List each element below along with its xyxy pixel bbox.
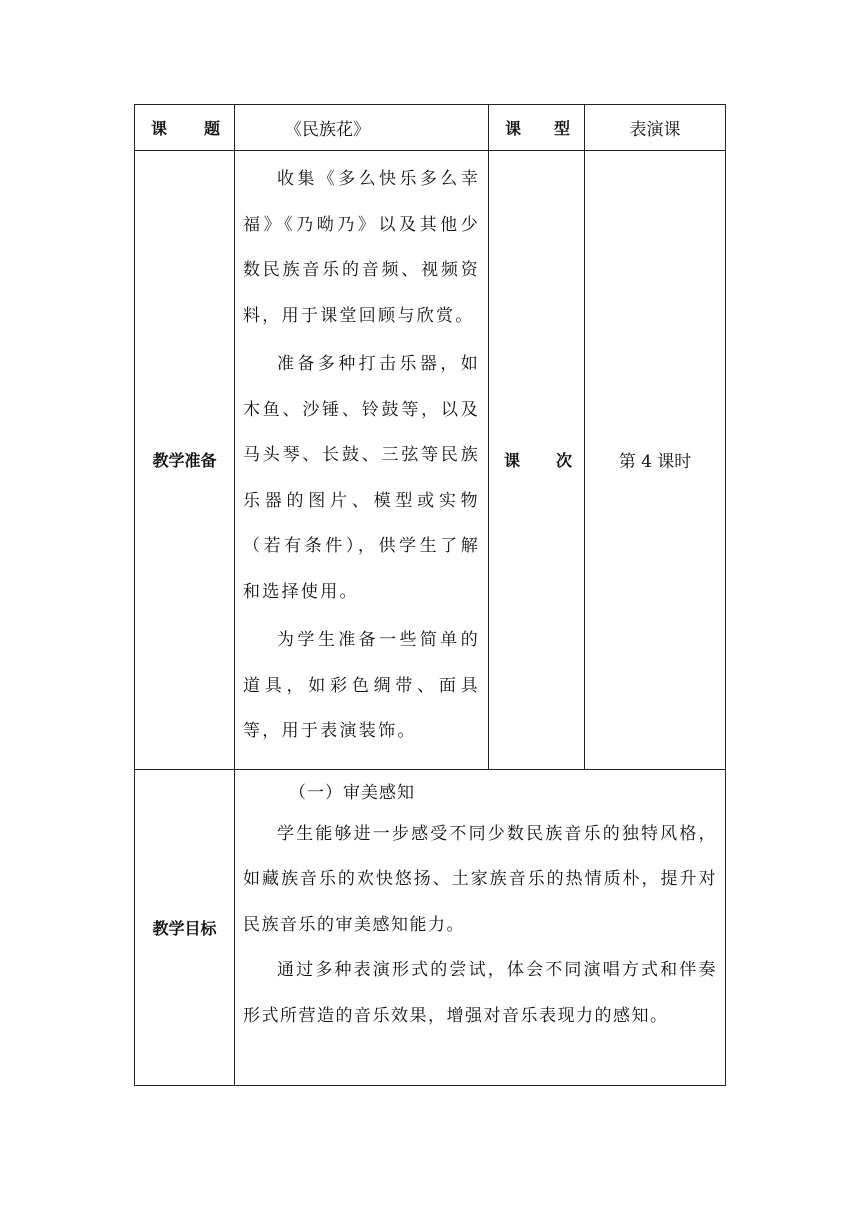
objectives-row [135,769,726,1085]
objectives-paragraph: 通过多种表演形式的尝试，体会不同演唱方式和伴奏形式所营造的音乐效果，增强对音乐表现力的感知。 [243,960,717,1026]
objectives-content-cell [235,769,726,1085]
session-number: 第 4 课时 [618,452,692,473]
objectives-label: 教学目标 [152,918,217,938]
topic-label-cell [135,105,235,151]
type-label-cell [489,105,585,151]
objectives-subheading: （一）审美感知 [289,782,415,803]
preparation-paragraph: 为学生准备一些简单的道具，如彩色绸带、面具等，用于表演装饰。 [243,630,480,741]
preparation-label-cell [135,151,235,770]
objectives-label-cell [135,769,235,1085]
lesson-type: 表演课 [629,120,681,140]
lesson-topic: 《民族花》 [285,120,370,140]
topic-label-char-1: 课 [151,119,168,138]
session-label-char-1: 课 [504,451,521,471]
objectives-paragraph: 学生能够进一步感受不同少数民族音乐的独特风格，如藏族音乐的欢快悠扬、土家族音乐的热情质朴，提升对民族音乐的审美感知能力。 [243,823,717,935]
preparation-content-cell [235,151,489,770]
topic-label-char-2: 题 [203,119,220,138]
type-label-char-1: 课 [505,119,522,138]
header-row [135,105,726,151]
type-value-cell [585,105,726,151]
session-value-cell [585,151,726,770]
type-label-char-2: 型 [553,119,570,138]
session-label-char-2: 次 [555,451,572,471]
session-label-cell [489,151,585,770]
preparation-paragraph: 准备多种打击乐器，如木鱼、沙锤、铃鼓等，以及马头琴、长鼓、三弦等民族乐器的图片、模型或实物（若有条件），供学生了解和选择使用。 [243,354,480,602]
preparation-label: 教学准备 [152,451,217,471]
preparation-row [135,151,726,770]
preparation-paragraph: 收集《多么快乐多么幸福》《乃呦乃》以及其他少数民族音乐的音频、视频资料，用于课堂回顾与欣赏。 [243,169,480,326]
topic-value-cell [235,105,489,151]
lesson-plan-table [134,104,726,1086]
